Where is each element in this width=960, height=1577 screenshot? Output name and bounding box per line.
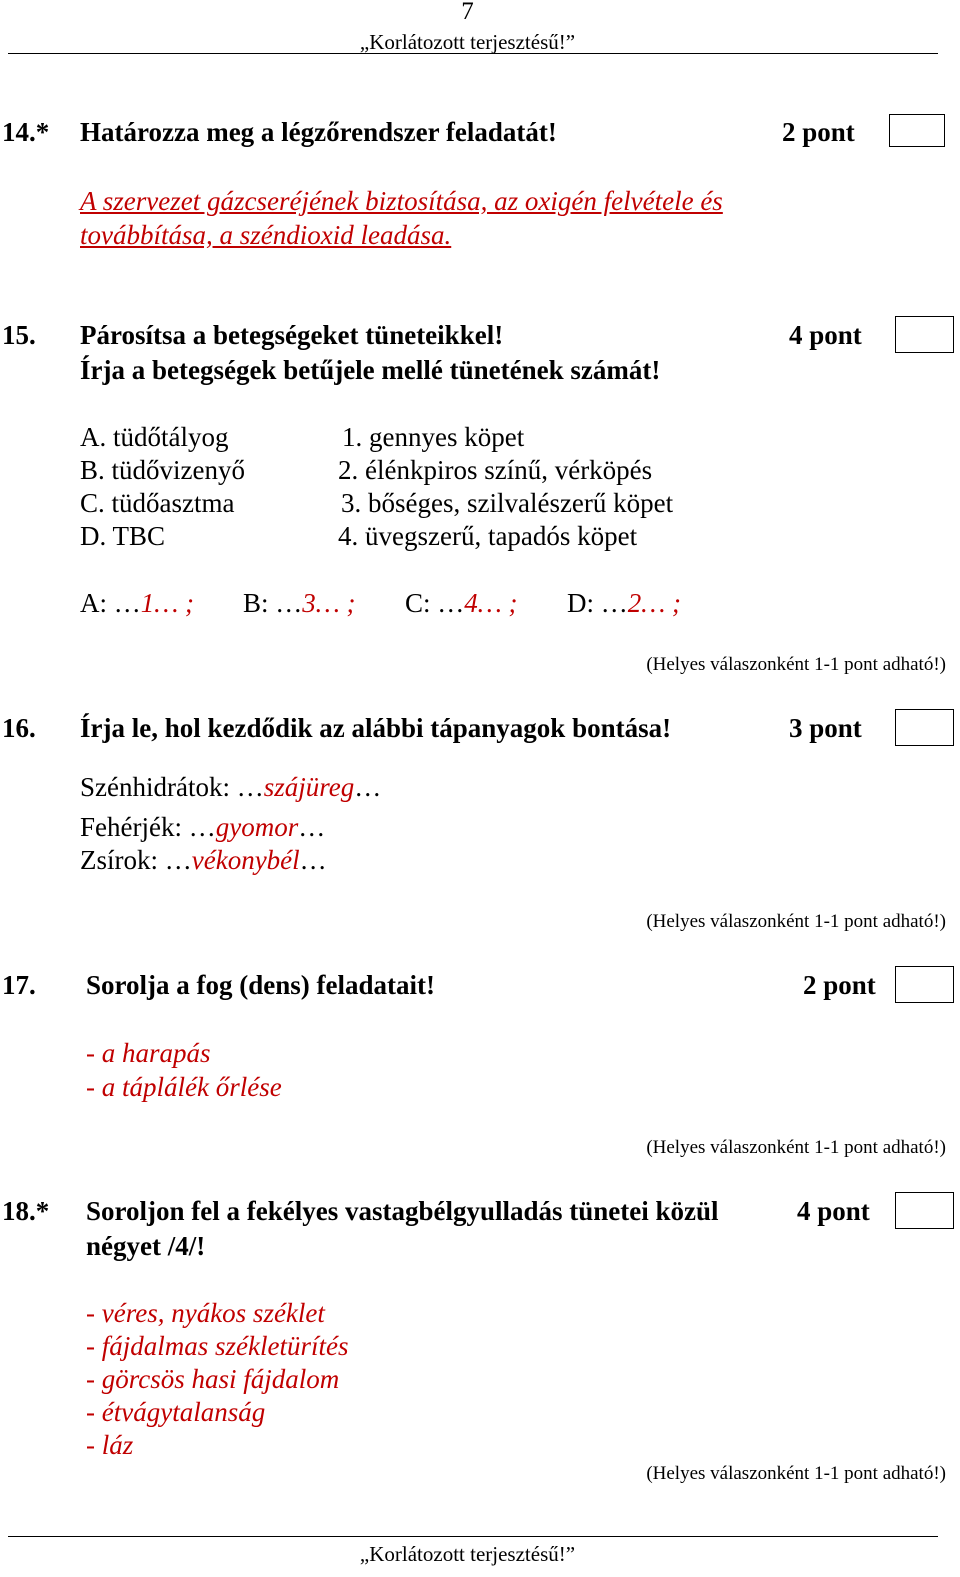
q15-symptom-2: 2. élénkpiros színű, vérköpés — [338, 455, 653, 485]
q14-score-box[interactable] — [889, 114, 945, 147]
q14-answer-line2: továbbítása, a széndioxid leadása. — [80, 220, 452, 250]
q15-number: 15. — [2, 320, 36, 350]
page-number: 7 — [461, 0, 474, 25]
q18-question-line1: Soroljon fel a fekélyes vastagbélgyulladás tünetei közül — [86, 1196, 719, 1226]
footer-classification: „Korlátozott terjesztésű!” — [359, 1542, 576, 1566]
q18-answer-1: - véres, nyákos széklet — [86, 1298, 325, 1328]
q17-scoring-note: (Helyes válaszonként 1-1 pont adható!) — [646, 1137, 946, 1158]
q16-score-box[interactable] — [895, 709, 954, 746]
q17-score-box[interactable] — [895, 966, 954, 1003]
q15-pair-a-value: 1 — [140, 588, 155, 618]
q16-fats-answer: vékonybél — [191, 845, 300, 875]
q16-carbohydrates: Szénhidrátok: …szájüreg… — [80, 772, 382, 802]
q18-points: 4 pont — [797, 1196, 870, 1226]
q16-proteins: Fehérjék: …gyomor… — [80, 812, 326, 842]
q14-answer-line1: A szervezet gázcseréjének biztosítása, az oxigén felvétele és — [80, 186, 723, 216]
q15-question-line1: Párosítsa a betegségeket tüneteikkel! — [80, 320, 504, 350]
q14-number: 14.* — [2, 117, 50, 147]
q16-question: Írja le, hol kezdődik az alábbi tápanyagok bontása! — [80, 713, 672, 743]
q16-number: 16. — [2, 713, 36, 743]
q15-pair-d-value: 2 — [627, 588, 642, 618]
q15-score-box[interactable] — [895, 316, 954, 353]
q17-number: 17. — [2, 970, 36, 1000]
q17-points: 2 pont — [803, 970, 876, 1000]
q15-disease-b: B. tüdővizenyő — [80, 455, 245, 485]
q15-pair-a: A: …1… ; — [80, 588, 194, 618]
q18-answer-2: - fájdalmas székletürítés — [86, 1331, 349, 1361]
q14-question: Határozza meg a légzőrendszer feladatát! — [80, 117, 557, 147]
q16-carbohydrates-answer: szájüreg — [263, 772, 355, 802]
q17-question: Sorolja a fog (dens) feladatait! — [86, 970, 435, 1000]
q16-scoring-note: (Helyes válaszonként 1-1 pont adható!) — [646, 911, 946, 932]
q18-scoring-note: (Helyes válaszonként 1-1 pont adható!) — [646, 1463, 946, 1484]
q15-pair-c-value: 4 — [464, 588, 478, 618]
q15-pair-b-value: 3 — [302, 588, 316, 618]
q14-points: 2 pont — [782, 117, 855, 147]
footer-rule — [8, 1536, 938, 1537]
q15-pair-d: D: …2… ; — [567, 588, 681, 618]
q15-pair-b: B: …3… ; — [243, 588, 356, 618]
q15-scoring-note: (Helyes válaszonként 1-1 pont adható!) — [646, 654, 946, 675]
q15-disease-a: A. tüdőtályog — [80, 422, 229, 452]
q15-symptom-3: 3. bőséges, szilvalészerű köpet — [341, 488, 674, 518]
q18-answer-4: - étvágytalanság — [86, 1397, 266, 1427]
q15-symptom-4: 4. üvegszerű, tapadós köpet — [338, 521, 638, 551]
q16-proteins-answer: gyomor — [215, 812, 299, 842]
q15-points: 4 pont — [789, 320, 862, 350]
q16-points: 3 pont — [789, 713, 862, 743]
q18-question-line2: négyet /4/! — [86, 1231, 206, 1261]
header-classification: „Korlátozott terjesztésű!” — [359, 30, 576, 54]
q15-pair-c: C: …4… ; — [405, 588, 518, 618]
q18-answer-5: - láz — [86, 1430, 134, 1460]
q15-symptom-1: 1. gennyes köpet — [342, 422, 525, 452]
q17-answer-1: - a harapás — [86, 1038, 211, 1068]
q15-disease-d: D. TBC — [80, 521, 166, 551]
q18-answer-3: - görcsös hasi fájdalom — [86, 1364, 340, 1394]
header-rule — [8, 53, 938, 54]
q16-fats: Zsírok: …vékonybél… — [80, 845, 327, 875]
q18-score-box[interactable] — [895, 1192, 954, 1229]
q15-disease-c: C. tüdőasztma — [80, 488, 235, 518]
q18-number: 18.* — [2, 1196, 50, 1226]
q15-question-line2: Írja a betegségek betűjele mellé tünetének számát! — [80, 355, 661, 385]
q17-answer-2: - a táplálék őrlése — [86, 1072, 282, 1102]
